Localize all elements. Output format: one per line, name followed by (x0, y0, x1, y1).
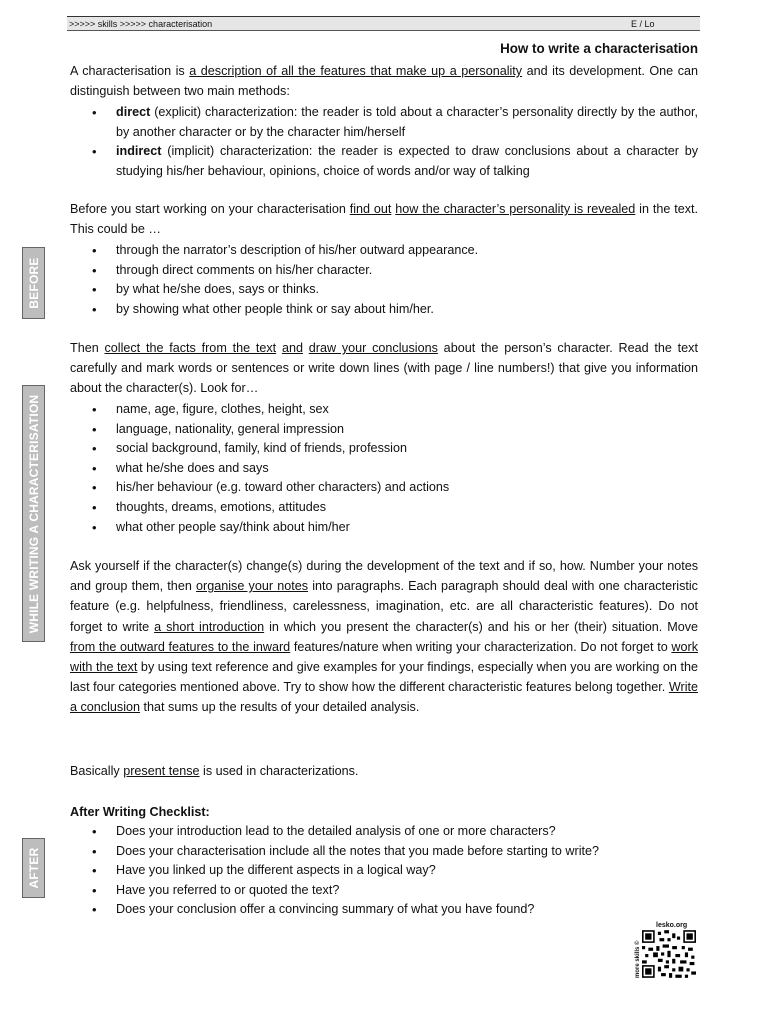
list-item: • social background, family, kind of friends, profession (70, 439, 698, 459)
bullet-icon: • (92, 902, 97, 918)
bullet-icon: • (92, 441, 97, 457)
side-label-while: WHILE WRITING A CHARACTERISATION (22, 385, 45, 642)
before-paragraph: Before you start working on your characterisation find out how the character’s personality is revealed in the text. This could be … (70, 202, 698, 237)
list-item: • through the narrator’s description of his/her outward appearance. (70, 241, 698, 261)
header-breadcrumb: >>>>> skills >>>>> characterisation (69, 19, 213, 29)
bullet-icon: • (92, 882, 97, 898)
bullet-icon: • (92, 843, 97, 859)
list-item: • what other people say/think about him/her (70, 518, 698, 538)
bullet-icon: • (92, 282, 97, 298)
list-item: • Have you linked up the different aspects in a logical way? (70, 861, 698, 881)
bullet-icon: • (92, 421, 97, 437)
header-author: E / Lo (631, 19, 655, 29)
bullet-icon: • (92, 480, 97, 496)
list-item: • name, age, figure, clothes, height, sex (70, 400, 698, 420)
intro-paragraph: A characterisation is a description of all the features that make up a personality and its development. One can distinguish between two main methods: (70, 64, 698, 99)
qr-site-label: lesko.org (656, 922, 688, 929)
bullet-icon: • (92, 262, 97, 278)
bullet-icon: • (92, 144, 97, 160)
checklist-list (70, 822, 698, 920)
bullet-icon: • (92, 301, 97, 317)
then-list (70, 400, 698, 537)
side-label-after: AFTER (22, 838, 45, 898)
list-item: • Does your characterisation include all the notes that you made before starting to write? (70, 842, 698, 862)
then-paragraph: Then collect the facts from the text and draw your conclusions about the person’s character. Read the text carefully and mark words or sentences or write down lines (with page / line numbers!) that give you information about the character(s). Look for… (70, 341, 698, 396)
page-title: How to write a characterisation (500, 41, 698, 56)
qr-code-icon (642, 930, 696, 978)
list-item: • direct (explicit) characterization: the reader is told about a character’s personality directly by the author, by another character or by the character him/herself (92, 105, 698, 139)
list-item: • by showing what other people think or say about him/her. (70, 300, 698, 320)
checklist-heading: After Writing Checklist: (70, 805, 210, 819)
list-item: • his/her behaviour (e.g. toward other characters) and actions (70, 478, 698, 498)
header-bar (67, 16, 700, 31)
list-item: • Does your introduction lead to the detailed analysis of one or more characters? (70, 822, 698, 842)
before-list (70, 241, 698, 319)
bullet-icon: • (92, 824, 97, 839)
bullet-icon: • (92, 460, 97, 476)
ask-paragraph: Ask yourself if the character(s) change(s) during the development of the text and if so, how. Number your notes and group them, then organise your notes into paragraphs. Each paragraph should deal with one characteristic feature (e.g. helpfulness, friendliness, carelessness, imagination, etc. are all characteristic features). Do not forget to write a short introduction in which you present the character(s) and his or her (their) situation. Move from the outward features to the inward features/nature when writing your characterization. Do not forget to work with the text by using text reference and give examples for your findings, especially when you are working on the last four categories mentioned above. Try to show how the different characteristic features belong together. Write a conclusion that sums up the results of your detailed analysis. (70, 559, 699, 715)
tense-paragraph: Basically present tense is used in characterizations. (70, 764, 359, 778)
bullet-icon: • (92, 105, 97, 120)
list-item: • Have you referred to or quoted the text? (70, 881, 698, 901)
side-label-before: BEFORE (22, 247, 45, 319)
methods-list (70, 103, 698, 181)
bullet-icon: • (92, 243, 97, 258)
bullet-icon: • (92, 499, 97, 515)
list-item: • indirect (implicit) characterization: the reader is expected to draw conclusions about a character by studying his/her behaviour, opinions, choice of words and/or way of talking (92, 144, 698, 178)
list-item: • what he/she does and says (70, 459, 698, 479)
qr-side-label: more skills © (635, 940, 641, 978)
bullet-icon: • (92, 863, 97, 879)
list-item: • Does your conclusion offer a convincing summary of what you have found? (70, 900, 698, 920)
bullet-icon: • (92, 402, 97, 417)
list-item: • language, nationality, general impression (70, 420, 698, 440)
bullet-icon: • (92, 519, 97, 535)
list-item: • by what he/she does, says or thinks. (70, 280, 698, 300)
list-item: • thoughts, dreams, emotions, attitudes (70, 498, 698, 518)
list-item: • through direct comments on his/her character. (70, 261, 698, 281)
